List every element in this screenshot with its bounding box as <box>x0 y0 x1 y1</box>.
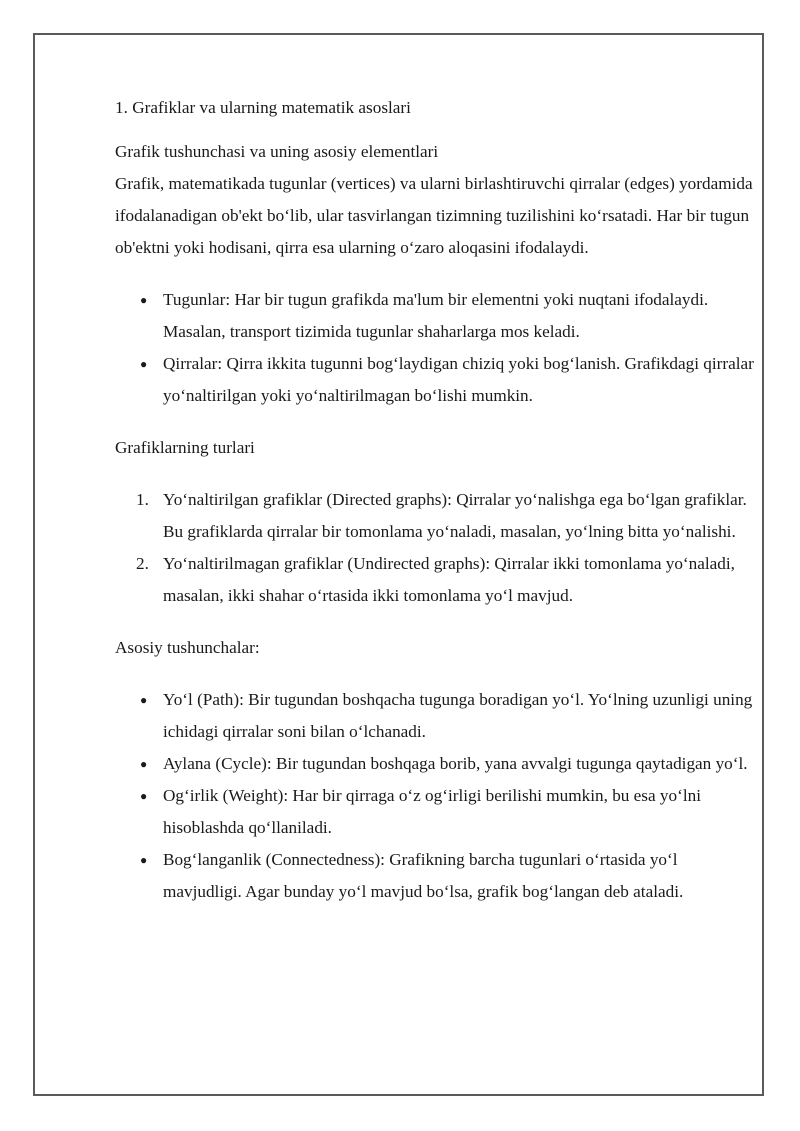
list-item <box>115 484 755 548</box>
elements-bullet-list <box>115 284 755 412</box>
list-item-text: Yo‘naltirilgan grafiklar (Directed graphs): Qirralar yo‘nalishga ega bo‘lgan grafiklar. Bu grafiklarda qirralar bir tomonlama yo‘naladi, masalan, yo‘lning bitta yo‘nalishi. <box>163 490 747 541</box>
list-number: 1. <box>136 490 149 509</box>
list-item-text: Og‘irlik (Weight): Har bir qirraga o‘z og‘irligi berilishi mumkin, bu esa yo‘lni hisoblashda qo‘llaniladi. <box>163 786 701 837</box>
document-heading: 1. Grafiklar va ularning matematik asoslari <box>115 98 411 117</box>
graph-types-numbered-list <box>115 484 755 612</box>
section-title-elements: Grafik tushunchasi va uning asosiy elementlari <box>115 142 439 161</box>
bullet-icon: ● <box>140 293 148 307</box>
list-item-text: Tugunlar: Har bir tugun grafikda ma'lum bir elementni yoki nuqtani ifodalaydi. Masalan, transport tizimida tugunlar shaharlarga mos keladi. <box>163 290 709 341</box>
bullet-icon: ● <box>140 693 148 707</box>
list-item-text: Bog‘langanlik (Connectedness): Grafikning barcha tugunlari o‘rtasida yo‘l mavjudligi. Agar bunday yo‘l mavjud bo‘lsa, grafik bog‘langan deb ataladi. <box>163 850 684 901</box>
list-item-text: Yo‘naltirilmagan grafiklar (Undirected graphs): Qirralar ikki tomonlama yo‘naladi, masalan, ikki shahar o‘rtasida ikki tomonlama yo‘l mavjud. <box>163 554 735 605</box>
graph-definition-paragraph: Grafik, matematikada tugunlar (vertices) va ularni birlashtiruvchi qirralar (edges) yordamida ifodalanadigan ob'ekt bo‘lib, ular tasvirlangan tizimning tuzilishini ko‘rsatadi. Har bir tugun ob'ektni yoki hodisani, qirra esa ularning o‘zaro aloqasini ifodalaydi. <box>115 174 753 257</box>
bullet-icon: ● <box>140 853 148 867</box>
section-title-concepts: Asosiy tushunchalar: <box>115 638 260 657</box>
list-item <box>115 844 755 908</box>
list-item <box>115 548 755 612</box>
list-item <box>115 780 755 844</box>
list-item-text: Aylana (Cycle): Bir tugundan boshqaga borib, yana avvalgi tugunga qaytadigan yo‘l. <box>163 754 748 773</box>
list-item <box>115 284 755 348</box>
list-number: 2. <box>136 554 149 573</box>
bullet-icon: ● <box>140 789 148 803</box>
list-item-text: Qirralar: Qirra ikkita tugunni bog‘laydigan chiziq yoki bog‘lanish. Grafikdagi qirralar yo‘naltirilgan yoki yo‘naltirilmagan bo‘lishi mumkin. <box>163 354 754 405</box>
list-item-text: Yo‘l (Path): Bir tugundan boshqacha tugunga boradigan yo‘l. Yo‘lning uzunligi uning ichidagi qirralar soni bilan o‘lchanadi. <box>163 690 753 741</box>
list-item <box>115 748 755 780</box>
list-item <box>115 348 755 412</box>
section-title-types: Grafiklarning turlari <box>115 438 255 457</box>
bullet-icon: ● <box>140 357 148 371</box>
document-body <box>115 92 755 928</box>
list-item <box>115 684 755 748</box>
concepts-bullet-list <box>115 684 755 908</box>
bullet-icon: ● <box>140 757 148 771</box>
